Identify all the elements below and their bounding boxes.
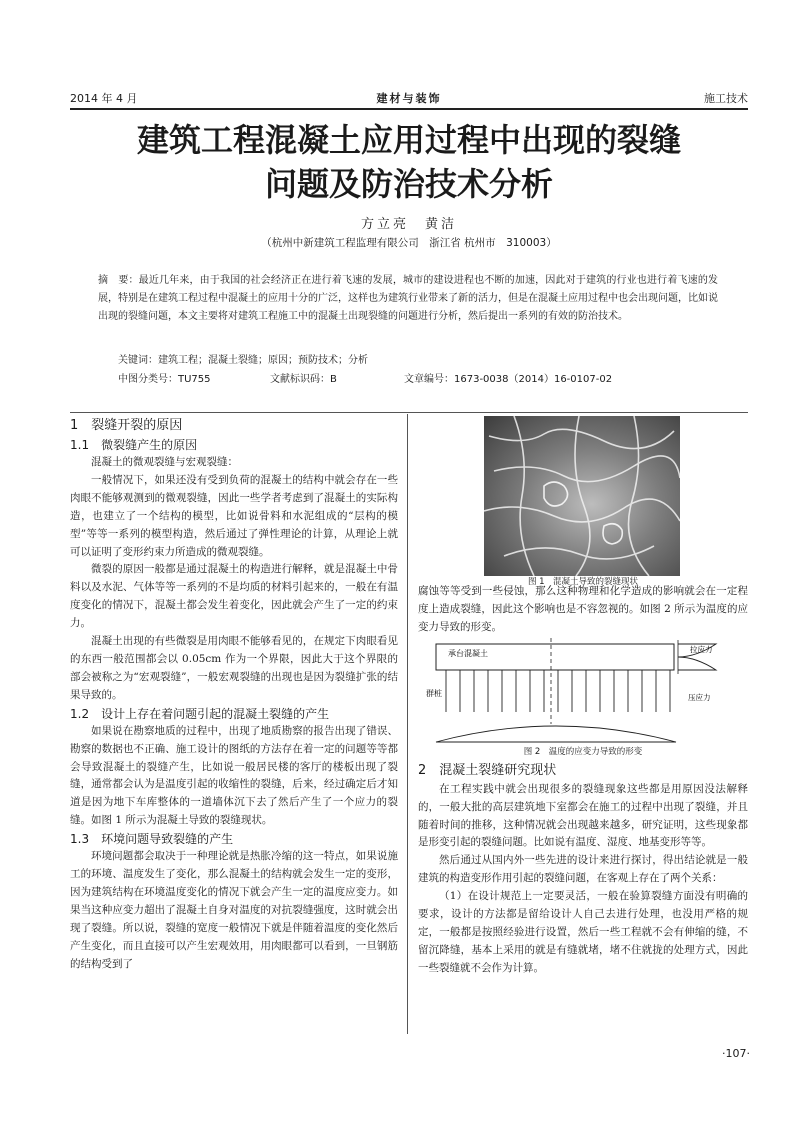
clc-number: 中图分类号：TU755: [118, 374, 211, 385]
section-2-heading: 2 混凝土裂缝研究现状: [418, 762, 557, 778]
section-1-1-heading: 1.1 微裂缝产生的原因: [70, 438, 198, 452]
paragraph: 环境问题都会取决于一种理论就是热胀冷缩的这一特点，如果说施工的环境、温度发生了变化，那么混凝土的结构就会发生一定的变形，因为建筑结构在环境温度变化的情况下就会产生一定的温度应变力。如果当这种应变力超出了混凝土自身对温度的对抗裂缝强度，这时就会出现了裂缝。所以说，裂缝的宽度一般情况下就是伴随着温度的变化然后产生变化，而且直接可以产生宏观效用，用肉眼都可以看到，一旦钢筋的结构受到了: [70, 850, 398, 970]
running-header: [70, 90, 748, 108]
settlement-curve: [436, 726, 676, 742]
figure-2-caption: 图 2 温度的应变力导致的形变: [523, 747, 643, 757]
journal-name: 建材与装饰: [376, 92, 442, 105]
paragraph: 微裂的原因一般都是通过混凝土的构造进行解释，就是混凝土中骨料以及水泥、气体等等一系列的不是均质的材料引起来的，一般在有温度变化的情况下，混凝土都会发生着变化，因此就会产生了一定的约束力。: [70, 563, 398, 630]
abstract-label: 摘 要：: [98, 275, 139, 286]
abstract-text: 最近几年来，由于我国的社会经济正在进行着飞速的发展，城市的建设进程也不断的加速，因此对于建筑的行业也进行着飞速的发展，特别是在建筑工程过程中混凝土的应用十分的广泛，这样也为建筑行业带来了新的活力，但是在混凝土应用过程中也会出现问题，比如说出现的裂缝问题，本文主要将对建筑工程施工中的混凝土出现裂缝的问题进行分析，然后提出一系列的有效的防治技术。: [98, 275, 719, 322]
title-line-2: 问题及防治技术分析: [264, 165, 553, 203]
paragraph: 混凝土出现的有些微裂是用肉眼不能够看见的，在规定下肉眼看见的东西一般范围都会以 0.05cm 作为一个界限，因此大于这个界限的部会被称之为“宏观裂缝”，一般宏观裂缝的出现也是因为裂缝扩张的结果导致的。: [70, 635, 398, 701]
tension-label: 拉应力: [690, 645, 713, 654]
keywords-text: 建筑工程；混凝土裂缝；原因；预防技术；分析: [158, 355, 368, 366]
paragraph: 如果说在勘察地质的过程中，出现了地质勘察的报告出现了错误、勘察的数据也不正确、施工设计的图纸的方法存在着一定的问题等等都会导致混凝土的裂缝产生，比如说一般居民楼的客厅的楼板出现了裂缝，通常都会认为是温度引起的收缩性的裂缝，后来，经过确定后才知道是因为地下车库整体的一道墙体沉下去了然后产生了一个应力的裂缝。如图 1 所示为混凝土导致的裂缝现状。: [70, 724, 398, 827]
keywords-label: 关键词：: [118, 355, 158, 366]
column-divider: [407, 414, 408, 1034]
slab-label: 承台混凝土: [448, 649, 488, 658]
paragraph: 一般情况下，如果还没有受到负荷的混凝土的结构中就会存在一些肉眼不能够观测到的微观裂缝，因此一些学者考虑到了混凝土的实际构造，也建立了一个结构的模型，比如说骨料和水泥组成的“层构的模型”等等一系列的模型构造，然后通过了弹性理论的计算，从理论上就可以证明了变形约束力所造成的微观裂缝。: [70, 473, 398, 558]
keywords: [118, 351, 368, 366]
title-line-1: 建筑工程混凝土应用过程中出现的裂缝: [136, 121, 681, 159]
affiliation: （杭州中新建筑工程监理有限公司 浙江省 杭州市 310003）: [261, 237, 557, 249]
header-rule: [70, 108, 748, 110]
section-name: 施工技术: [704, 92, 748, 105]
authors: 方立亮 黄洁: [360, 217, 457, 232]
figure-2-diagram: [426, 638, 746, 746]
article-number: 文章编号：1673-0038（2014）16-0107-02: [404, 374, 613, 385]
paragraph: 然后通过从国内外一些先进的设计来进行探讨，得出结论就是一般建筑的构造变形作用引起的裂缝问题，在客观上存在了两个关系：: [418, 854, 748, 885]
section-1-2-heading: 1.2 设计上存在着问题引起的混凝土裂缝的产生: [70, 706, 330, 721]
left-column: [70, 414, 398, 973]
article-title: [70, 118, 748, 206]
paragraph: 在工程实践中就会出现很多的裂缝现象这些都是用原因没法解释的，一般大批的高层建筑地下室都会在施工的过程中出现了裂缝，并且随着时间的推移，这种情况就会出现越来越多，研究证明，这些现象都是形变引起的裂缝问题。比如说有温度、湿度、地基变形等等。: [418, 782, 748, 849]
paragraph: （1）在设计规范上一定要灵活，一般在验算裂缝方面没有明确的要求，设计的方法都是留给设计人自己去进行处理，也没用严格的规定，一般都是按照经验进行设置，然后一些工程就不会有伸缩的缝，不留沉降缝，基本上采用的就是有缝就堵，堵不住就拢的处理方式，因此一些裂缝就不会作为计算。: [418, 890, 748, 974]
page-number: ·107·: [722, 1047, 750, 1060]
pile-label: 群桩: [426, 689, 442, 698]
figure-1-caption: 图 1 混凝土导致的裂缝现状: [527, 577, 639, 587]
document-code: 文献标识码：B: [270, 374, 337, 385]
figure-1-crack-photo: [484, 416, 680, 576]
section-divider: [70, 412, 748, 413]
compression-label: 压应力: [688, 693, 711, 702]
paragraph: 混凝土的微观裂缝与宏观裂缝：: [91, 456, 238, 468]
pile-group: [446, 670, 670, 712]
crack-pattern: [484, 416, 680, 576]
section-1-heading: 1 裂缝开裂的原因: [70, 418, 183, 433]
section-1-3-heading: 1.3 环境问题导致裂缝的产生: [70, 832, 234, 847]
abstract: [98, 272, 718, 326]
issue-date: 2014 年 4 月: [70, 92, 138, 105]
paragraph: 腐蚀等等受到一些侵蚀，那么这种物理和化学造成的影响就会在一定程度上造成裂缝，因此这个影响也是不容忽视的。如图 2 所示为温度的应变力导致的形变。: [418, 585, 748, 633]
